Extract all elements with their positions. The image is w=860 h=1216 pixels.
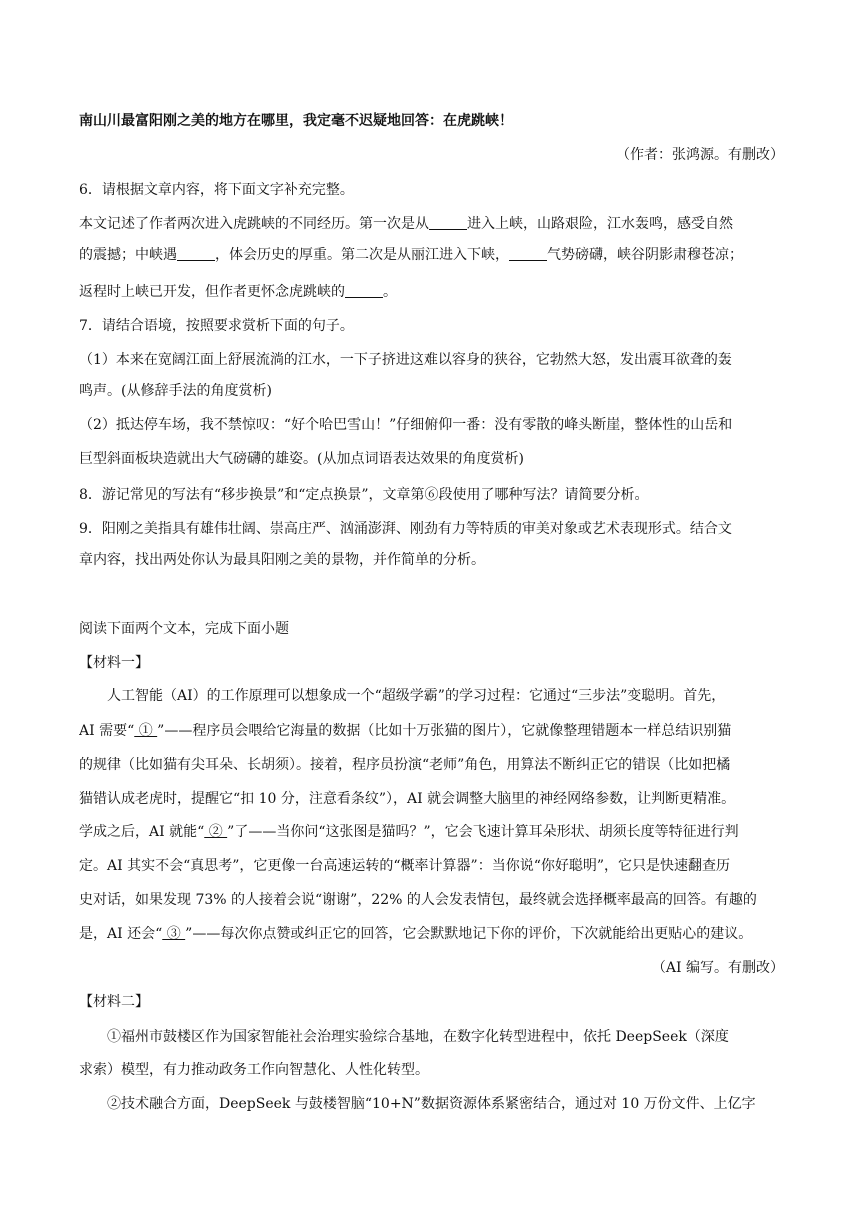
author-credit: （作者：张鸿源。有删改） [616, 147, 784, 163]
emphasis-char-2: 仰 [438, 417, 453, 433]
question-7-sub2-line2: 巨型斜面板块造就出大气磅礴的雄姿。(从加点词语表达效果的角度赏析) [79, 451, 524, 467]
material-2-para1-line1: ①福州市鼓楼区作为国家智能社会治理实验综合基地，在数字化转型进程中，依托 DeepSeek（深度 [107, 1029, 729, 1045]
blank-marker-3: ③ [162, 926, 186, 942]
material-1-line4: 猫错认成老虎时，提醒它“扣 10 分，注意看条纹”），AI 就会调整大脑里的神经网络参数，让判断更精准。 [79, 791, 736, 807]
question-6-line-3: 返程时上峡已开发，但作者更怀念虎跳峡的 。 [79, 284, 397, 300]
material-1-title: 【材料一】 [79, 655, 149, 671]
material-1-line5: 学成之后，AI 就能“ ② ”了——当你问“这张图是猫吗？”，它会飞速计算耳朵形状、胡须长度等特征进行判 [79, 824, 739, 840]
fill-blank-2[interactable] [177, 246, 215, 261]
question-9-line1: 9．阳刚之美指具有雄伟壮阔、崇高庄严、汹涌澎湃、刚劲有力等特质的审美对象或艺术表现形式。结合文 [79, 521, 732, 537]
reading-instruction: 阅读下面两个文本，完成下面小题 [79, 621, 289, 637]
question-6-line-2: 的震撼；中峡遇 ，体会历史的厚重。第二次是从丽江进入下峡， 气势磅礴，峡谷阴影肃穆苍凉； [79, 247, 743, 263]
material-1-line7: 史对话，如果发现 73% 的人接着会说“谢谢”，22% 的人会发表情包，最终就会选择概率最高的回答。有趣的 [79, 892, 757, 908]
fill-blank-1[interactable] [429, 215, 467, 230]
question-9-line2: 章内容，找出两处你认为最具阳刚之美的景物，并作简单的分析。 [79, 552, 485, 568]
material-2-para1-line2: 求索）模型，有力推动政务工作向智慧化、人性化转型。 [79, 1062, 429, 1078]
fill-blank-3[interactable] [509, 246, 547, 261]
question-8: 8．游记常见的写法有“移步换景”和“定点换景”，文章第⑥段使用了哪种写法？请简要分析。 [79, 487, 649, 503]
blank-marker-1: ① [134, 723, 158, 739]
question-7-sub2-line1: （2）抵达停车场，我不禁惊叹：“好个哈巴雪山！”仔细俯仰一番：没有零散的峰头断崖，整体性的山岳和 [79, 417, 733, 433]
material-1-line1: 人工智能（AI）的工作原理可以想象成一个“超级学霸”的学习过程：它通过“三步法”变聪明。首先， [107, 688, 726, 704]
question-6-stem: 6．请根据文章内容，将下面文字补充完整。 [79, 182, 354, 198]
intro-closing-line: 南山川最富阳刚之美的地方在哪里，我定毫不迟疑地回答：在虎跳峡！ [79, 113, 513, 129]
emphasis-char-1: 俯 [424, 417, 439, 433]
question-7-sub1-line1: （1）本来在宽阔江面上舒展流淌的江水，一下子挤进这难以容身的狭谷，它勃然大怒，发出震耳欲聋的轰 [79, 352, 732, 368]
material-1-line3: 的规律（比如猫有尖耳朵、长胡须）。接着，程序员扮演“老师”角色，用算法不断纠正它的错误（比如把橘 [79, 757, 731, 773]
blank-marker-2: ② [204, 824, 228, 840]
material-1-line6: 定。AI 其实不会“真思考”，它更像一台高速运转的“概率计算器”：当你说“你好聪明”，它只是快速翻查历 [79, 858, 731, 874]
fill-blank-4[interactable] [345, 283, 383, 298]
question-7-stem: 7．请结合语境，按照要求赏析下面的句子。 [79, 318, 354, 334]
question-6-line-1: 本文记述了作者两次进入虎跳峡的不同经历。第一次是从 进入上峡，山路艰险，江水轰鸣，感受自然 [79, 216, 733, 232]
question-7-sub1-line2: 鸣声。(从修辞手法的角度赏析) [79, 383, 272, 399]
material-1-line2: AI 需要“ ① ”——程序员会喂给它海量的数据（比如十万张猫的图片），它就像整理错题本一样总结识别猫 [79, 723, 732, 739]
material-1-line8: 是，AI 还会“ ③ ”——每次你点赞或纠正它的回答，它会默默地记下你的评价，下次就能给出更贴心的建议。 [79, 926, 753, 942]
material-1-source: （AI 编写。有删改） [651, 960, 784, 976]
material-2-para2-line1: ②技术融合方面，DeepSeek 与鼓楼智脑“10+N”数据资源体系紧密结合，通过对 10 万份文件、上亿字 [107, 1096, 756, 1112]
material-2-title: 【材料二】 [79, 994, 149, 1010]
